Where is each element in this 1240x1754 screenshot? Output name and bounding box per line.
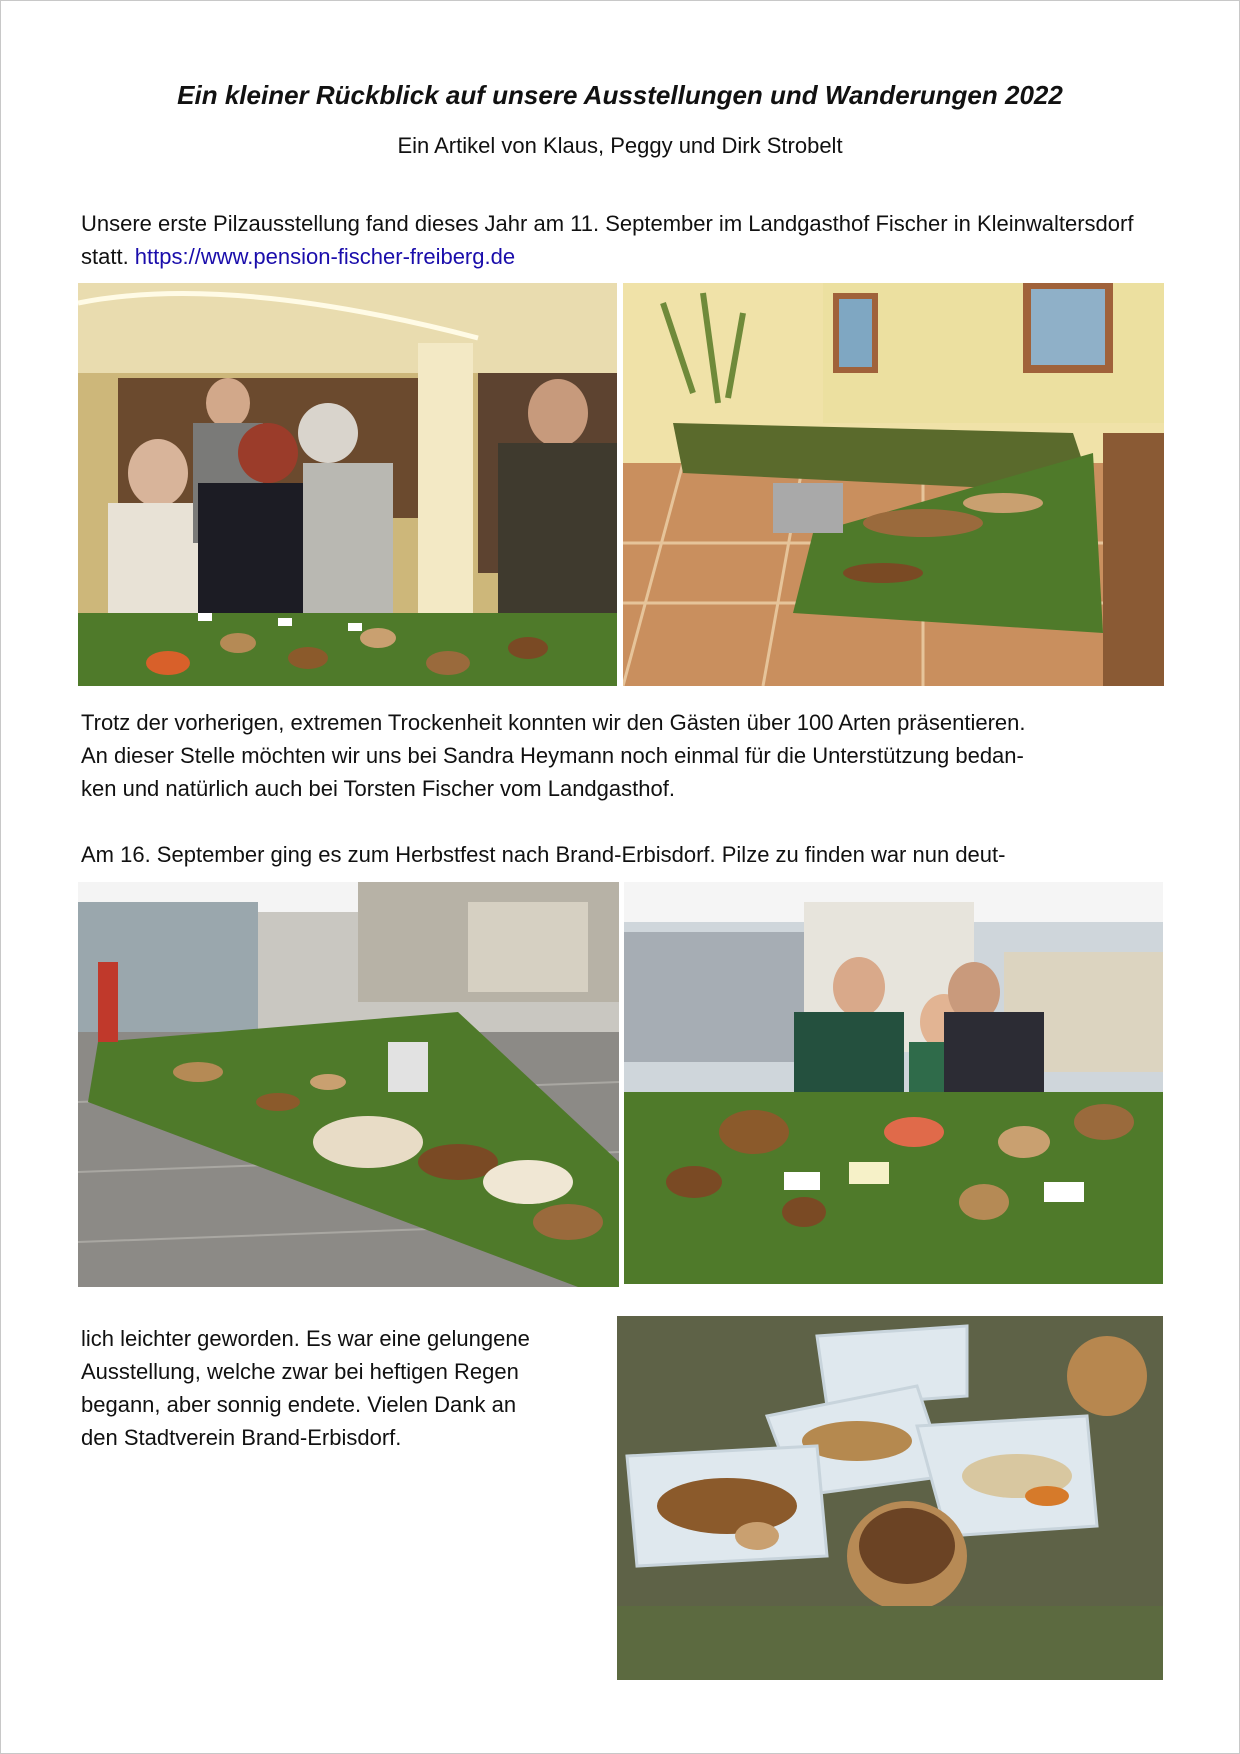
photo-indoor-visitors: [78, 283, 617, 686]
photo-family-exhibit: [624, 882, 1163, 1284]
paragraph-4: [81, 1322, 601, 1454]
photo-indoor-table: [623, 283, 1164, 686]
paragraph-1: [81, 207, 1161, 273]
author-line: Ein Artikel von Klaus, Peggy und Dirk Strobelt: [397, 133, 843, 158]
paragraph-3: Am 16. September ging es zum Herbstfest nach Brand-Erbisdorf. Pilze zu finden war nun deut-: [81, 842, 1006, 867]
page-title: Ein kleiner Rückblick auf unsere Ausstellungen und Wanderungen 2022: [177, 80, 1063, 110]
paragraph-2-line-3: ken und natürlich auch bei Torsten Fischer vom Landgasthof.: [81, 776, 675, 801]
paragraph-2: [81, 706, 1161, 805]
photo-market-table: [78, 882, 619, 1287]
paragraph-2-line-2: An dieser Stelle möchten wir uns bei Sandra Heymann noch einmal für die Unterstützung bedan-: [81, 743, 1024, 768]
paragraph-4-line-2: Ausstellung, welche zwar bei heftigen Regen: [81, 1359, 519, 1384]
pension-fischer-link[interactable]: https://www.pension-fischer-freiberg.de: [134, 244, 516, 269]
paragraph-2-line-1: Trotz der vorherigen, extremen Trockenheit konnten wir den Gästen über 100 Arten präsentieren.: [81, 710, 1026, 735]
photo-mushroom-boxes: [617, 1316, 1163, 1680]
paragraph-4-line-1: lich leichter geworden. Es war eine gelungene: [81, 1326, 530, 1351]
paragraph-1-text: Unsere erste Pilzausstellung fand dieses Jahr am 11. September im Landgasthof Fischer in Kleinwaltersdorf statt.: [81, 211, 1134, 269]
paragraph-4-line-3: begann, aber sonnig endete. Vielen Dank an: [81, 1392, 517, 1417]
paragraph-4-line-4: den Stadtverein Brand-Erbisdorf.: [81, 1425, 402, 1450]
